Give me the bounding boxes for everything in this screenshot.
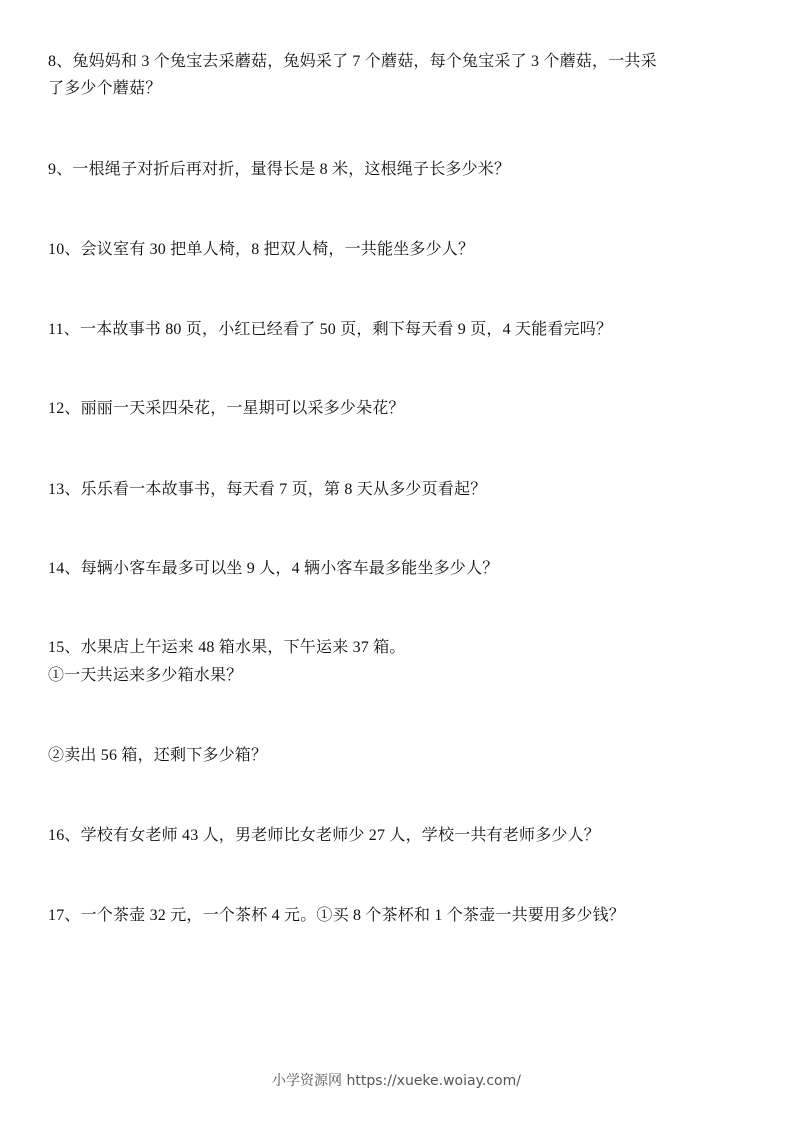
question-16: 16、学校有女老师 43 人，男老师比女老师少 27 人，学校一共有老师多少人？ (48, 827, 601, 844)
question-13: 13、乐乐看一本故事书，每天看 7 页，第 8 天从多少页看起？ (48, 481, 487, 498)
question-12: 12、丽丽一天采四朵花，一星期可以采多少朵花？ (48, 400, 405, 417)
question-text: 8、兔妈妈和 3 个兔宝去采蘑菇，兔妈采了 7 个蘑菇，每个兔宝采了 3 个蘑菇，一共采 (48, 53, 657, 70)
question-17: 17、一个茶壶 32 元，一个茶杯 4 元。①买 8 个茶杯和 1 个茶壶一共要用多少钱？ (48, 907, 626, 924)
question-10: 10、会议室有 30 把单人椅，8 把双人椅，一共能坐多少人？ (48, 241, 475, 258)
sub-question-1: ①一天共运来多少箱水果？ (48, 667, 243, 684)
question-text: 15、水果店上午运来 48 箱水果，下午运来 37 箱。 (48, 639, 406, 656)
footer-watermark: 小学资源网 https://xueke.woiay.com/ (272, 1073, 521, 1089)
question-14: 14、每辆小客车最多可以坐 9 人，4 辆小客车最多能坐多少人？ (48, 560, 499, 577)
question-9: 9、一根绳子对折后再对折，量得长是 8 米，这根绳子长多少米？ (48, 161, 511, 178)
question-text: 了多少个蘑菇？ (48, 80, 162, 97)
question-11: 11、一本故事书 80 页，小红已经看了 50 页，剩下每天看 9 页，4 天能看完吗？ (48, 321, 613, 338)
sub-question-2: ②卖出 56 箱，还剩下多少箱？ (48, 747, 268, 764)
